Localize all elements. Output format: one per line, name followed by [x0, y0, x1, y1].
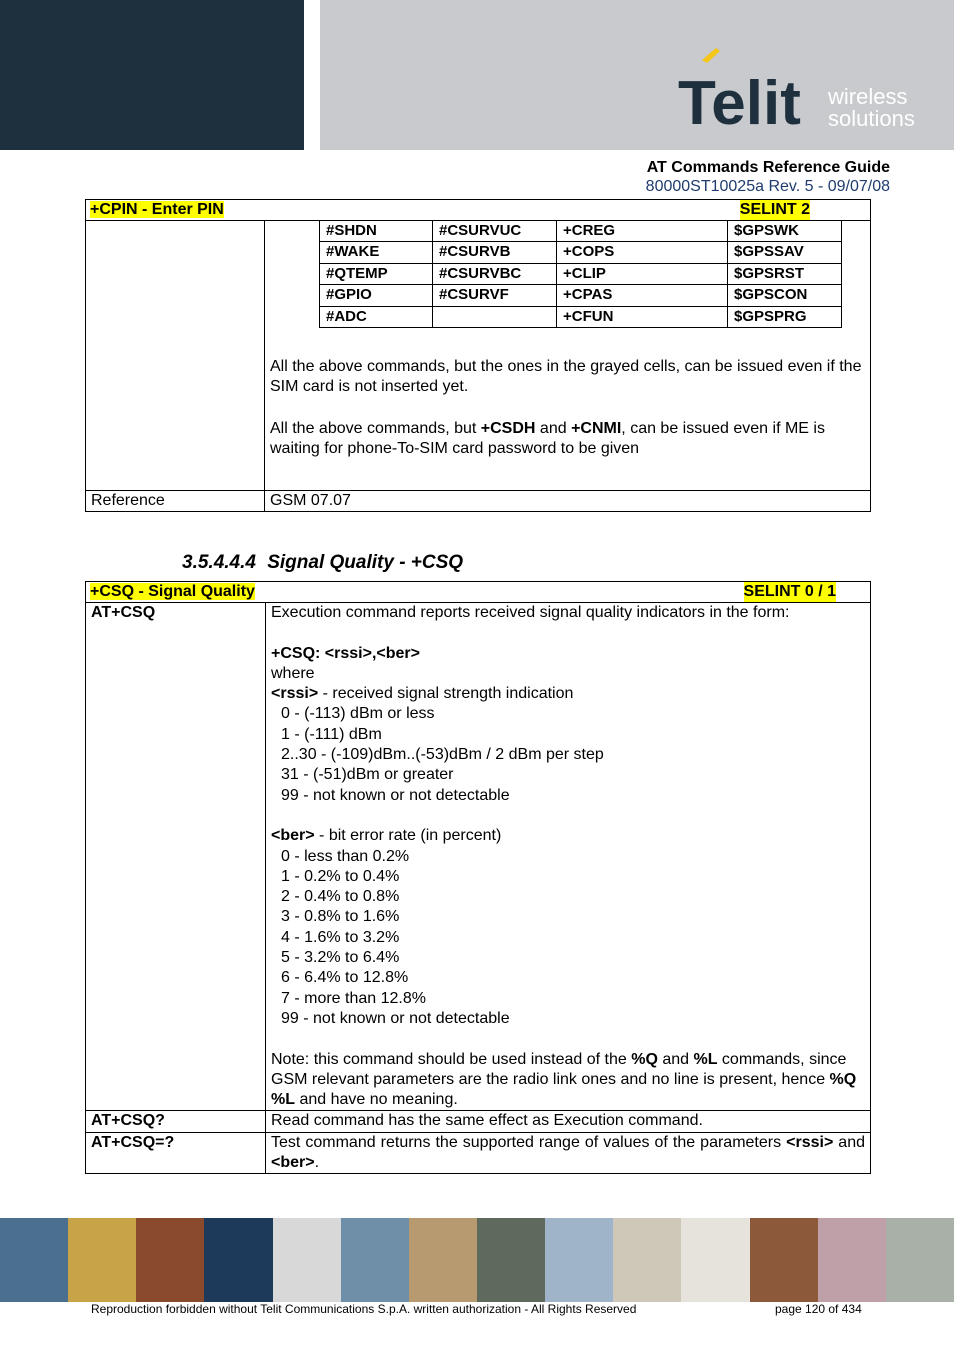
- test-command: AT+CSQ=?: [86, 1132, 266, 1174]
- command-cell: +CREG: [557, 221, 728, 242]
- logo-tagline-2: solutions: [828, 106, 915, 131]
- csq-title: +CSQ - Signal Quality: [90, 583, 255, 600]
- csq-header: [86, 582, 871, 603]
- footer-photo: [818, 1218, 886, 1302]
- section-number: 3.5.4.4.4: [182, 552, 256, 573]
- command-cell: $GPSPRG: [728, 306, 842, 327]
- read-description: Read command has the same effect as Execution command.: [266, 1111, 871, 1132]
- logo-brand: Telit: [678, 69, 801, 134]
- command-grid: [319, 220, 842, 328]
- rssi-value: 31 - (-51)dBm or greater: [281, 766, 454, 784]
- command-cell: #GPIO: [320, 285, 433, 306]
- exec-command: AT+CSQ: [86, 603, 266, 1111]
- ber-value: 7 - more than 12.8%: [281, 989, 426, 1007]
- ber-value: 2 - 0.4% to 0.8%: [281, 888, 400, 906]
- command-cell: $GPSCON: [728, 285, 842, 306]
- cpin-header: [86, 200, 871, 221]
- command-cell: #CSURVF: [433, 285, 557, 306]
- ber-value: 6 - 6.4% to 12.8%: [281, 969, 409, 987]
- footer-photo: [750, 1218, 818, 1302]
- exec-description: [266, 603, 871, 1111]
- ber-value: 99 - not known or not detectable: [281, 1009, 510, 1027]
- command-cell: +CPAS: [557, 285, 728, 306]
- cpin-left-cell: [86, 221, 265, 491]
- footer-photo: [273, 1218, 341, 1302]
- footer-photo: [545, 1218, 613, 1302]
- footer-photo-strip: [0, 1218, 954, 1302]
- ber-value: 0 - less than 0.2%: [281, 847, 410, 865]
- logo-tagline-1: wireless: [828, 84, 908, 109]
- footer-photo: [341, 1218, 409, 1302]
- command-cell: #SHDN: [320, 221, 433, 242]
- command-cell: #CSURVBC: [433, 263, 557, 284]
- footer-photo: [409, 1218, 477, 1302]
- footer-photo: [204, 1218, 272, 1302]
- rssi-value: 0 - (-113) dBm or less: [281, 705, 435, 723]
- footer-photo: [886, 1218, 954, 1302]
- rssi-value: 2..30 - (-109)dBm..(-53)dBm / 2 dBm per step: [281, 746, 604, 764]
- command-cell: #ADC: [320, 306, 433, 327]
- footer-photo: [477, 1218, 545, 1302]
- telit-logo: [676, 48, 936, 134]
- cpin-note-2: All the above commands, but +CSDH and +CNMI, can be issued even if ME is waiting for phone-To-SIM card password to be given: [270, 419, 825, 457]
- cpin-title: +CPIN - Enter PIN: [90, 201, 224, 218]
- read-command: AT+CSQ?: [86, 1111, 266, 1132]
- footer-photo: [136, 1218, 204, 1302]
- command-row: [320, 306, 842, 327]
- section-heading: [182, 552, 463, 574]
- footer-page-number: page 120 of 434: [775, 1302, 862, 1316]
- command-cell: $GPSSAV: [728, 242, 842, 263]
- csq-note: Note: this command should be used instead of the %Q and %L commands, since GSM relevant parameters are the radio link ones and no line is present, hence %Q %L and have no meaning.: [271, 1050, 857, 1109]
- command-cell: #QTEMP: [320, 263, 433, 284]
- test-description: Test command returns the supported range of values of the parameters <rssi> and <ber>.: [266, 1132, 871, 1174]
- footer-photo: [0, 1218, 68, 1302]
- rssi-value: 99 - not known or not detectable: [281, 786, 510, 804]
- ber-value: 4 - 1.6% to 3.2%: [281, 928, 400, 946]
- command-cell: [433, 306, 557, 327]
- command-row: [320, 242, 842, 263]
- footer-photo: [613, 1218, 681, 1302]
- csq-badge: SELINT 0 / 1: [743, 583, 836, 600]
- command-cell: #CSURVUC: [433, 221, 557, 242]
- cpin-note-1: All the above commands, but the ones in the grayed cells, can be issued even if the SIM card is not inserted yet.: [270, 358, 862, 396]
- command-cell: +CLIP: [557, 263, 728, 284]
- command-cell: #CSURVB: [433, 242, 557, 263]
- doc-title: AT Commands Reference Guide: [646, 159, 890, 176]
- command-row: [320, 263, 842, 284]
- command-cell: $GPSWK: [728, 221, 842, 242]
- csq-table: [85, 581, 871, 1174]
- command-cell: +COPS: [557, 242, 728, 263]
- command-cell: #WAKE: [320, 242, 433, 263]
- footer-notice: Reproduction forbidden without Telit Communications S.p.A. written authorization - All Rights Reserved: [91, 1302, 637, 1316]
- header-dark-panel: [0, 0, 304, 150]
- exec-format: +CSQ: <rssi>,<ber>: [271, 644, 420, 662]
- reference-label: Reference: [86, 491, 265, 512]
- command-row: [320, 221, 842, 242]
- ber-value: 3 - 0.8% to 1.6%: [281, 908, 400, 926]
- rssi-heading: <rssi> - received signal strength indication: [271, 685, 574, 703]
- command-cell: +CFUN: [557, 306, 728, 327]
- footer-photo: [681, 1218, 749, 1302]
- cpin-badge: SELINT 2: [739, 201, 810, 218]
- doc-subtitle: 80000ST10025a Rev. 5 - 09/07/08: [645, 178, 890, 195]
- command-row: [320, 285, 842, 306]
- reference-value: GSM 07.07: [265, 491, 871, 512]
- ber-heading: <ber> - bit error rate (in percent): [271, 827, 502, 845]
- where-text: where: [271, 664, 315, 682]
- command-cell: $GPSRST: [728, 263, 842, 284]
- rssi-value: 1 - (-111) dBm: [281, 725, 382, 743]
- ber-value: 1 - 0.2% to 0.4%: [281, 867, 400, 885]
- exec-intro: Execution command reports received signal quality indicators in the form:: [271, 604, 790, 621]
- ber-value: 5 - 3.2% to 6.4%: [281, 949, 400, 967]
- footer-photo: [68, 1218, 136, 1302]
- section-title: Signal Quality - +CSQ: [267, 552, 464, 573]
